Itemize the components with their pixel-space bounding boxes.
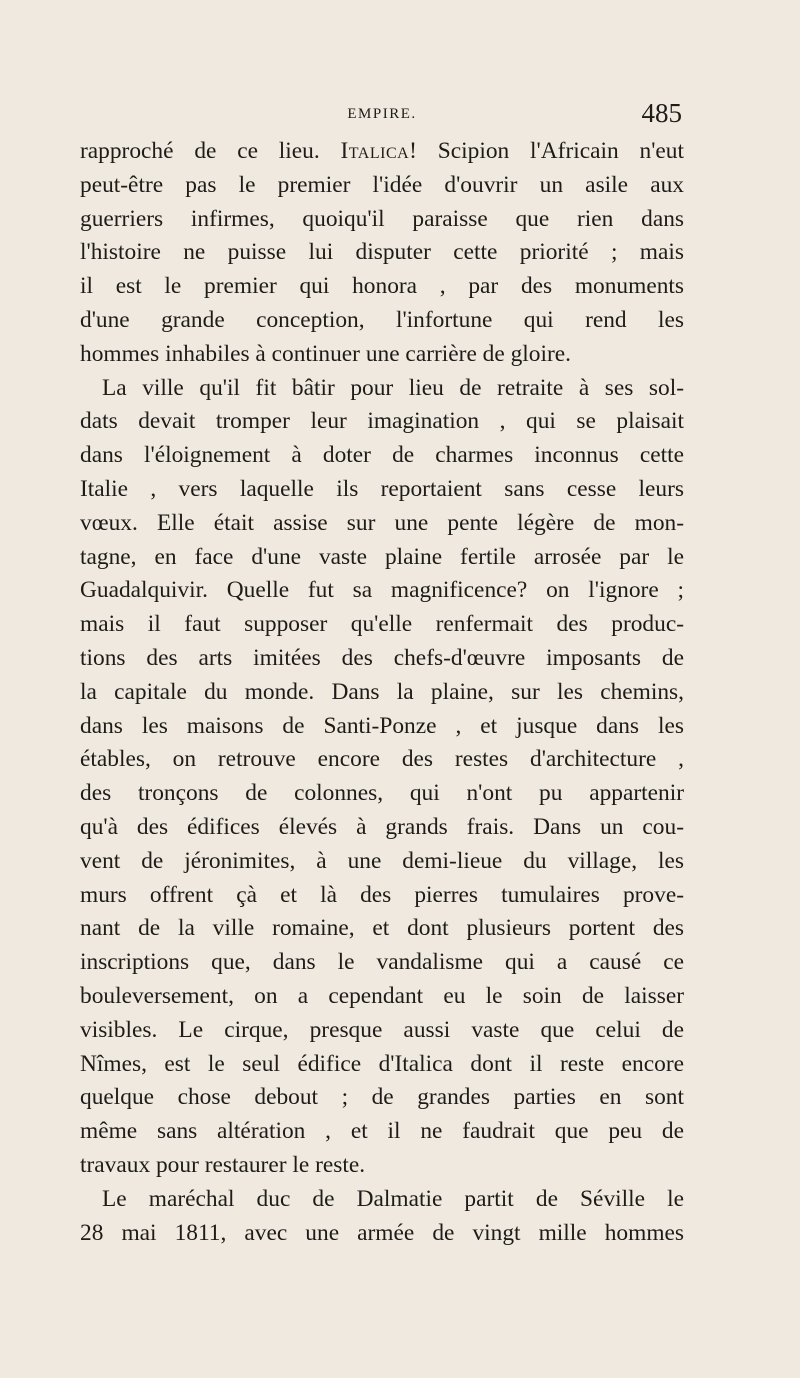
- text-line: mais il faut supposer qu'elle renfermait des produc-: [80, 611, 684, 638]
- text-line: Nîmes, est le seul édifice d'Italica dont il reste encore: [80, 1050, 684, 1077]
- text-line: travaux pour restaurer le reste.: [80, 1151, 366, 1178]
- text-line: nant de la ville romaine, et dont plusieurs portent des: [80, 915, 684, 942]
- text-line: dans les maisons de Santi-Ponze , et jusque dans les: [80, 712, 684, 739]
- text-segment: rapproché de ce lieu.: [80, 138, 341, 164]
- paragraph-start-line: Le maréchal duc de Dalmatie partit de Séville le: [102, 1185, 684, 1212]
- place-name-small-caps: Italica: [340, 138, 410, 164]
- text-line: Italie , vers laquelle ils reportaient sans cesse leurs: [80, 475, 684, 502]
- text-line: peut-être pas le premier l'idée d'ouvrir un asile aux: [80, 171, 684, 198]
- text-line: dans l'éloignement à doter de charmes inconnus cette: [80, 442, 684, 469]
- page-number: 485: [641, 98, 682, 128]
- running-header: [82, 98, 682, 128]
- text-line: d'une grande conception, l'infortune qui rend les: [80, 306, 684, 333]
- text-line: l'histoire ne puisse lui disputer cette priorité ; mais: [80, 239, 684, 266]
- text-line: murs offrent çà et là des pierres tumulaires prove-: [80, 881, 684, 908]
- text-line: il est le premier qui honora , par des monuments: [80, 273, 684, 300]
- body-text: [80, 135, 684, 1250]
- text-line: bouleversement, on a cependant eu le soin de laisser: [80, 982, 684, 1009]
- text-line: même sans altération , et il ne faudrait que peu de: [80, 1118, 684, 1145]
- text-line: vœux. Elle était assise sur une pente légère de mon-: [80, 509, 684, 536]
- text-line: qu'à des édifices élevés à grands frais. Dans un cou-: [80, 813, 684, 840]
- text-line: étables, on retrouve encore des restes d'architecture ,: [80, 746, 684, 773]
- text-line: la capitale du monde. Dans la plaine, sur les chemins,: [80, 678, 684, 705]
- text-line: tagne, en face d'une vaste plaine fertile arrosée par le: [80, 543, 684, 570]
- text-segment: ! Scipion l'Africain n'eut: [409, 138, 684, 164]
- text-line: Guadalquivir. Quelle fut sa magnificence? on l'ignore ;: [80, 577, 684, 604]
- text-line: inscriptions que, dans le vandalisme qui a causé ce: [80, 949, 684, 976]
- text-line: [80, 135, 684, 169]
- text-line: guerriers infirmes, quoiqu'il paraisse que rien dans: [80, 205, 684, 232]
- running-title: EMPIRE.: [347, 106, 417, 122]
- text-line: quelque chose debout ; de grandes parties en sont: [80, 1084, 684, 1111]
- text-line: dats devait tromper leur imagination , qui se plaisait: [80, 408, 684, 435]
- text-line: vent de jéronimites, à une demi-lieue du village, les: [80, 847, 684, 874]
- text-line: 28 mai 1811, avec une armée de vingt mille hommes: [80, 1219, 684, 1246]
- text-line: visibles. Le cirque, presque aussi vaste que celui de: [80, 1016, 684, 1043]
- text-line: tions des arts imitées des chefs-d'œuvre imposants de: [80, 644, 684, 671]
- text-line: des tronçons de colonnes, qui n'ont pu appartenir: [80, 780, 684, 807]
- text-line: hommes inhabiles à continuer une carrière de gloire.: [80, 340, 572, 367]
- paragraph-start-line: La ville qu'il fit bâtir pour lieu de retraite à ses sol-: [102, 374, 684, 401]
